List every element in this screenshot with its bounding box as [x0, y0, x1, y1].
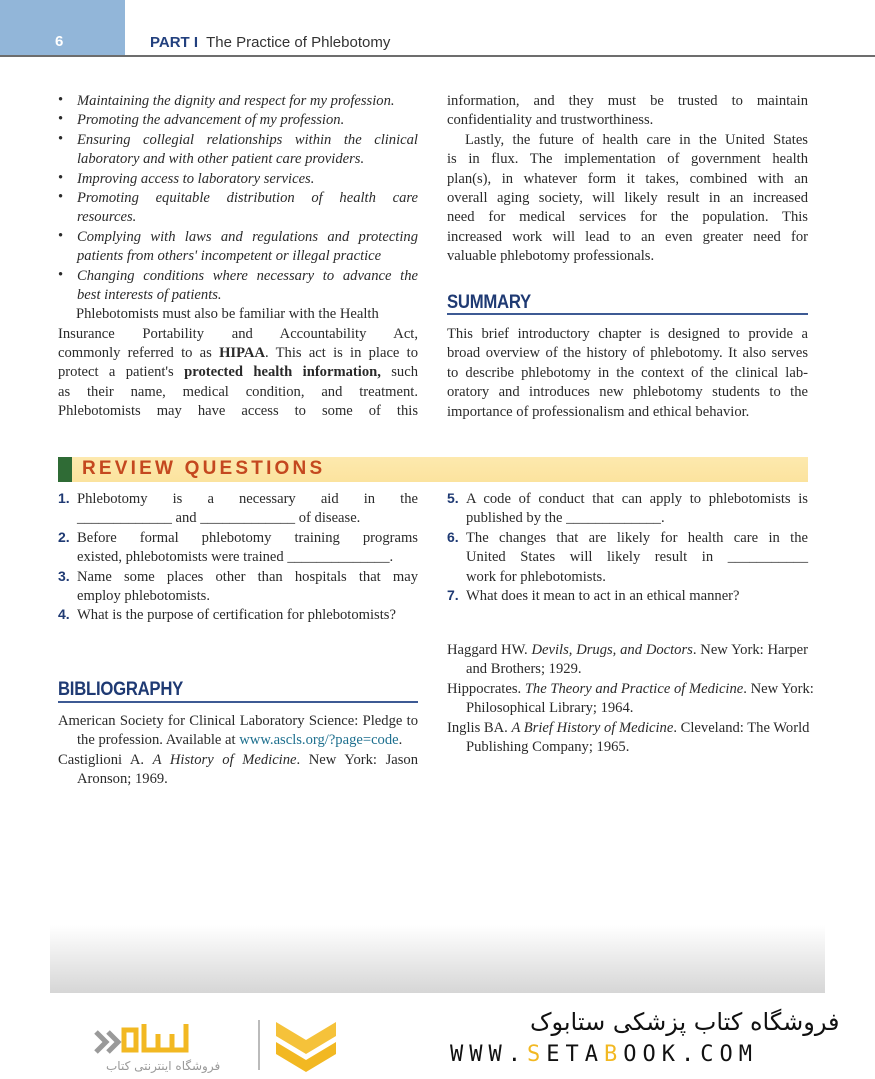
part-title: The Practice of Phlebotomy	[206, 34, 391, 51]
text-line: Ensuring collegial relationships within the clinical	[77, 131, 418, 148]
text-line: Improving access to laboratory services.	[77, 170, 315, 187]
setabook-logo	[88, 1012, 348, 1074]
bullet-item	[58, 228, 418, 267]
text-run: such	[380, 364, 419, 381]
right-column-text	[447, 92, 808, 267]
text-line: Name some places other than hospitals that may	[77, 568, 418, 585]
text-run: Aronson; 1969.	[77, 771, 168, 788]
question-number: 1.	[58, 490, 70, 506]
review-questions-right	[447, 490, 808, 606]
bullet-item	[58, 189, 418, 228]
text-line: work for phlebotomists.	[466, 568, 606, 585]
text-run: . New York: Jason	[296, 751, 418, 768]
text-run: Phlebotomists may have access to some of this	[58, 403, 418, 420]
text-line: Promoting equitable distribution of health care	[77, 189, 418, 206]
text-run: Insurance Portability and Accountability Act,	[58, 325, 418, 342]
question-number: 6.	[447, 528, 459, 545]
text-run: Publishing Company; 1965.	[466, 738, 630, 755]
text-line: is in flux. The implementation of government health	[447, 151, 808, 168]
summary-heading: SUMMARY	[447, 292, 531, 313]
text-line: Changing conditions where necessary to advance the	[77, 267, 418, 284]
bibliography-rule	[58, 701, 418, 703]
text-run: . Cleveland: The World	[673, 719, 810, 736]
left-column-text	[58, 92, 418, 422]
bullet-item	[58, 131, 418, 170]
store-name: فروشگاه کتاب پزشکی ستابوک	[530, 1008, 840, 1036]
bullet-icon: •	[58, 266, 64, 283]
question-number: 4.	[58, 606, 70, 623]
text-run: Devils, Drugs, and Doctors	[531, 642, 693, 658]
text-line	[58, 325, 418, 344]
text-line: United States will likely result in ___________	[466, 549, 808, 566]
text-line: need for medical services for the population. This	[447, 209, 808, 226]
text-line: importance of professionalism and ethical behavior.	[447, 403, 750, 420]
text-line: employ phlebotomists.	[77, 587, 210, 604]
text-line: The changes that are likely for health care in the	[466, 529, 808, 546]
text-line: increased work will lead to an even greater need for	[447, 228, 808, 245]
text-run: American Society for Clinical Laboratory Science: Pledge to	[58, 713, 418, 729]
text-line: Phlebotomy is a necessary aid in the	[77, 491, 418, 507]
text-line: Complying with laws and regulations and protecting	[77, 228, 418, 245]
text-line	[447, 680, 814, 699]
text-line: What does it mean to act in an ethical manner?	[466, 587, 740, 604]
bullet-item	[58, 267, 418, 306]
text-run: Haggard HW.	[447, 642, 532, 658]
text-line: Maintaining the dignity and respect for my profession.	[77, 93, 395, 109]
text-run: Hippocrates.	[447, 680, 525, 697]
text-line: resources.	[77, 209, 137, 226]
text-run: A History of Medicine	[152, 751, 297, 768]
text-line	[58, 344, 418, 363]
bibliography-entry	[58, 712, 418, 751]
text-run: protected health information,	[184, 364, 381, 381]
text-line: A code of conduct that can apply to phlebotomists is	[466, 491, 808, 507]
text-run: Castiglioni A.	[58, 751, 153, 768]
header-rule	[0, 55, 875, 57]
bullet-icon: •	[58, 227, 64, 244]
bibliography-entry	[447, 680, 814, 719]
text-line	[447, 660, 808, 679]
review-questions-heading: REVIEW QUESTIONS	[82, 458, 326, 479]
text-line: confidentiality and trustworthiness.	[447, 112, 654, 129]
review-questions-left	[58, 490, 418, 626]
banner-marker	[58, 457, 72, 482]
text-line	[447, 719, 808, 738]
text-line: oratory and introduces new phlebotomy students to the	[447, 384, 808, 401]
bullet-item	[58, 170, 418, 189]
text-line	[58, 383, 418, 402]
link[interactable]: www.ascls.org/?page=code	[239, 732, 399, 749]
text-run: HIPAA	[219, 345, 266, 362]
store-url[interactable]: WWW.SETABOOK.COM	[450, 1042, 758, 1067]
page-number: 6	[55, 33, 64, 50]
text-line: Lastly, the future of health care in the United States	[465, 131, 808, 148]
text-line: plan(s), in whatever form it takes, combined with an	[447, 170, 808, 187]
part-label: PART I	[150, 34, 199, 51]
text-line: This brief introductory chapter is designed to provide a	[447, 326, 808, 342]
page-bottom-shadow	[50, 925, 825, 993]
bibliography-entry	[58, 751, 418, 790]
text-run: as their name, medical condition, and treatment.	[58, 383, 418, 400]
bullet-icon: •	[58, 111, 64, 128]
text-line: laboratory and with other patient care providers.	[77, 151, 365, 168]
text-run: . This act is in place to	[265, 345, 419, 362]
text-line	[58, 363, 418, 382]
bullet-icon: •	[58, 130, 64, 147]
text-line	[447, 641, 808, 660]
bibliography-right	[447, 641, 814, 757]
bullet-item	[58, 92, 418, 111]
text-line: What is the purpose of certification for phlebotomists?	[77, 607, 396, 624]
text-run: . New York:	[743, 680, 814, 697]
text-run: The Theory and Practice of Medicine	[524, 680, 744, 697]
bibliography-entry	[447, 641, 808, 680]
bullet-item	[58, 111, 418, 130]
review-question	[58, 490, 418, 529]
text-run: the profession. Available at	[77, 732, 240, 749]
text-line	[447, 738, 808, 757]
review-question	[447, 529, 808, 587]
bibliography-heading: BIBLIOGRAPHY	[58, 679, 184, 700]
text-line: to describe phlebotomy in the context of the clinical lab-	[447, 364, 808, 381]
summary-text	[447, 325, 808, 422]
bibliography-left	[58, 712, 418, 790]
text-line: _____________ and _____________ of disease.	[77, 510, 361, 527]
question-number: 5.	[447, 490, 459, 506]
running-header	[150, 34, 390, 51]
text-line	[58, 751, 418, 770]
review-question	[58, 606, 418, 625]
bullet-icon: •	[58, 188, 64, 205]
summary-rule	[447, 313, 808, 315]
text-line: published by the _____________.	[466, 510, 665, 527]
question-number: 7.	[447, 586, 459, 603]
text-line	[58, 712, 418, 731]
text-line: overall aging society, will likely result in an increased	[447, 189, 808, 206]
logo-subtitle: فروشگاه اینترنتی کتاب	[106, 1059, 221, 1073]
review-question	[58, 529, 418, 568]
question-number: 2.	[58, 528, 70, 545]
text-run: . New York: Harper	[692, 642, 808, 658]
text-run: Philosophical Library; 1964.	[466, 700, 634, 717]
question-number: 3.	[58, 567, 70, 584]
text-run: A Brief History of Medicine	[511, 719, 674, 736]
text-line: Before formal phlebotomy training programs	[77, 529, 418, 546]
text-line: valuable phlebotomy professionals.	[447, 248, 655, 265]
text-line: information, and they must be trusted to maintain	[447, 93, 808, 109]
text-run: protect a patient's	[58, 364, 185, 381]
text-line	[58, 731, 418, 750]
review-question	[447, 587, 808, 606]
review-question	[447, 490, 808, 529]
bibliography-entry	[447, 719, 808, 758]
text-run: and Brothers; 1929.	[466, 661, 582, 678]
review-question	[58, 568, 418, 607]
review-questions-banner	[58, 457, 808, 482]
text-run: Phlebotomists must also be familiar with the Health	[76, 306, 379, 323]
text-line: best interests of patients.	[77, 286, 222, 303]
bullet-icon: •	[58, 92, 64, 108]
text-line: existed, phlebotomists were trained ______________.	[77, 549, 394, 566]
text-line: Promoting the advancement of my profession.	[77, 112, 345, 129]
text-line	[447, 699, 808, 718]
text-run: commonly referred to as	[58, 345, 220, 362]
text-line: broad overview of the history of phlebotomy. It also serves	[447, 345, 808, 362]
bullet-icon: •	[58, 169, 64, 186]
text-line	[58, 770, 418, 789]
text-line	[58, 402, 418, 421]
text-run: .	[398, 732, 403, 749]
text-line: patients from others' incompetent or illegal practice	[77, 248, 382, 265]
text-run: Inglis BA.	[447, 719, 512, 736]
text-line	[58, 305, 418, 324]
